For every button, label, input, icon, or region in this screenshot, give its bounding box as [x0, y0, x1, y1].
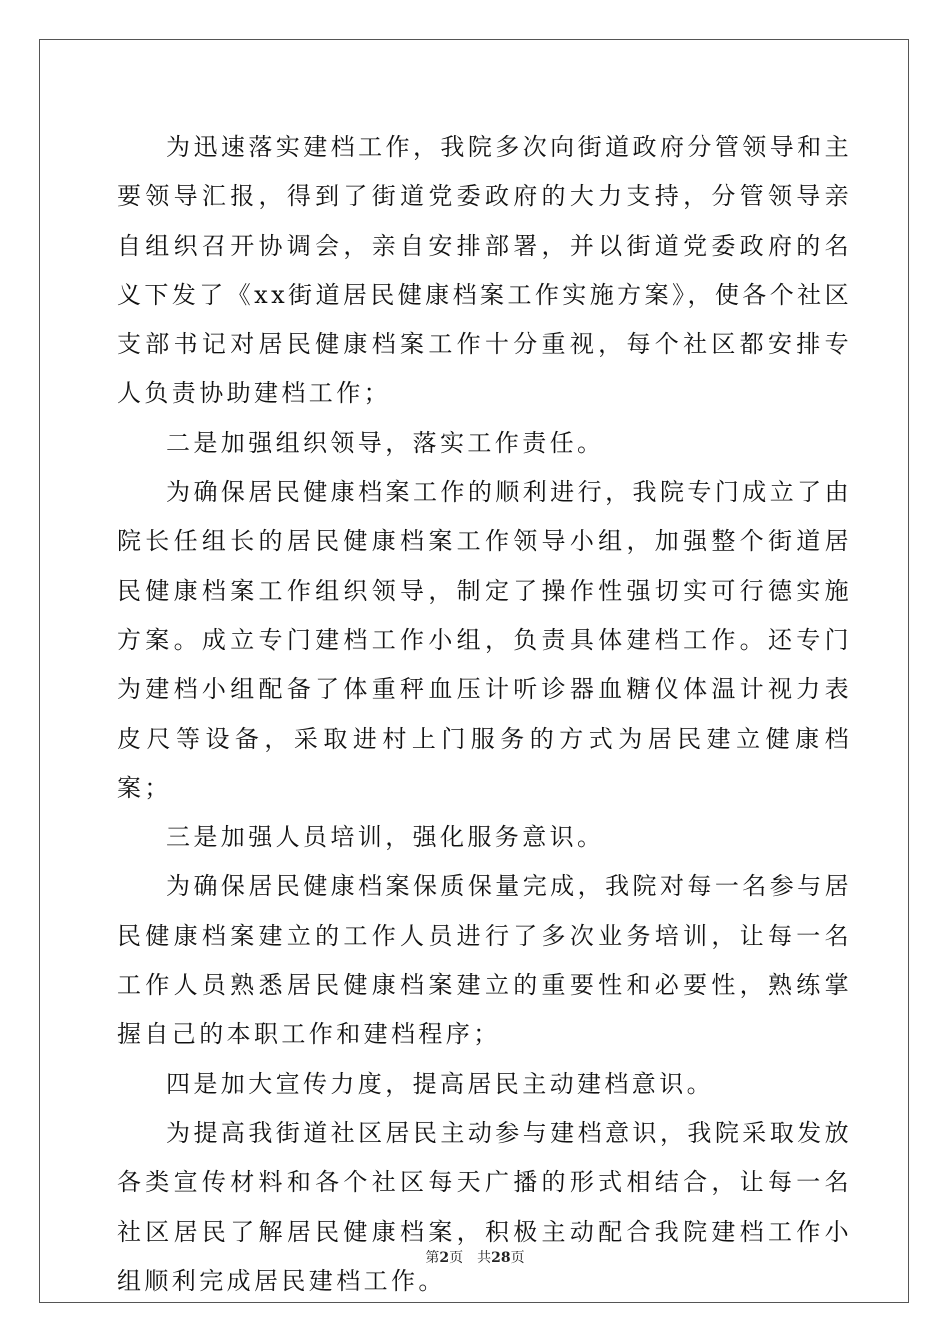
page-suffix: 页 — [449, 1250, 464, 1266]
page-prefix: 第 — [425, 1250, 440, 1266]
paragraph: 为提高我街道社区居民主动参与建档意识，我院采取发放各类宣传材料和各个社区每天广播的形式相结合，让每一名社区居民了解居民健康档案，积极主动配合我院建档工作小组顺利完成居民建档工作。 — [117, 1118, 852, 1295]
section-heading: 四是加大宣传力度，提高居民主动建档意识。 — [166, 1069, 714, 1098]
total-prefix: 共 — [477, 1250, 492, 1266]
paragraph: 为确保居民健康档案保质保量完成，我院对每一名参与居民健康档案建立的工作人员进行了多次业务培训，让每一名工作人员熟悉居民健康档案建立的重要性和必要性，熟练掌握自己的本职工作和建档程序； — [117, 872, 852, 1049]
total-pages: 28 — [491, 1250, 511, 1266]
document-body — [117, 123, 852, 1306]
total-suffix: 页 — [510, 1250, 525, 1266]
section-heading: 三是加强人员培训，强化服务意识。 — [166, 823, 605, 852]
paragraph: 为确保居民健康档案工作的顺利进行，我院专门成立了由院长任组长的居民健康档案工作领导小组，加强整个街道居民健康档案工作组织领导，制定了操作性强切实可行德实施方案。成立专门建档工作小组，负责具体建档工作。还专门为建档小组配备了体重秤血压计听诊器血糖仪体温计视力表皮尺等设备，采取进村上门服务的方式为居民建立健康档案； — [117, 478, 852, 802]
paragraph: 为迅速落实建档工作，我院多次向街道政府分管领导和主要领导汇报，得到了街道党委政府的大力支持，分管领导亲自组织召开协调会，亲自安排部署，并以街道党委政府的名义下发了《xx街道居民健康档案工作实施方案》，使各个社区支部书记对居民健康档案工作十分重视，每个社区都安排专人负责协助建档工作； — [117, 133, 852, 408]
section-heading: 二是加强组织领导，落实工作责任。 — [166, 428, 605, 457]
page-number: 2 — [439, 1250, 450, 1266]
page-footer — [0, 1247, 950, 1267]
